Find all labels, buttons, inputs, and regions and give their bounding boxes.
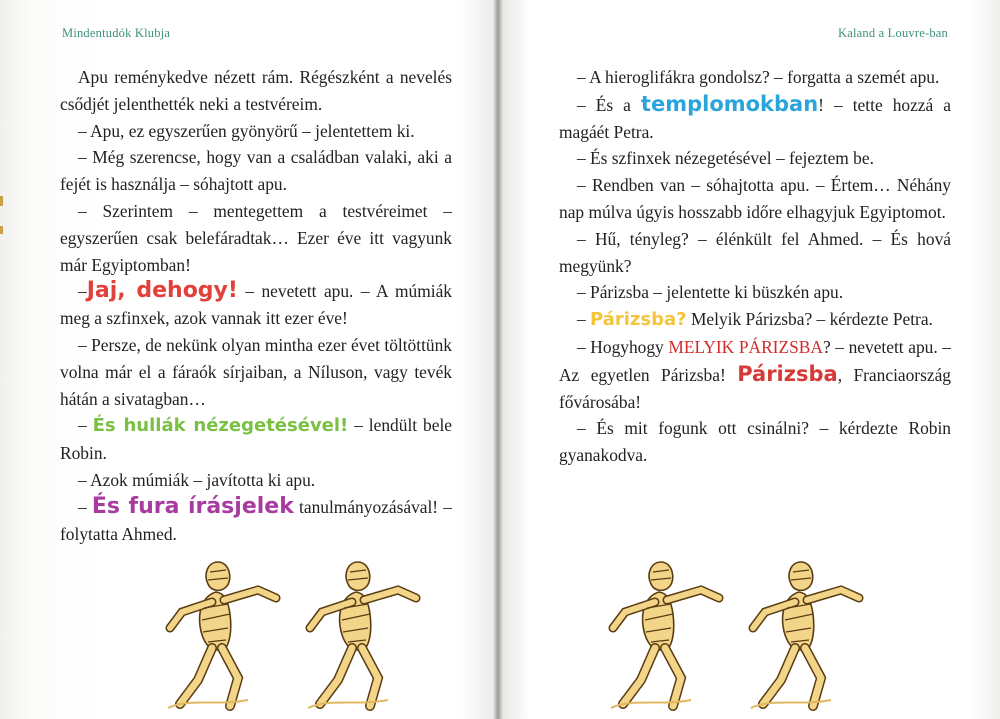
paragraph: – És mit fogunk ott csinálni? – kérdezte Robin gyanakodva. [559, 418, 951, 466]
paragraph: – Még szerencse, hogy van a családban valaki, aki a fejét is használja – sóhajtott apu. [60, 147, 452, 195]
paragraph: Apu reménykedve nézett rám. Régészként a nevelés csődjét jelenthették neki a testvéreim. [60, 67, 452, 114]
highlight-jaj-dehogy: Jaj, dehogy! [86, 278, 238, 304]
paragraph: – Rendben van – sóhajtotta apu. – Értem… Néhány nap múlva úgyis hosszabb időre elhagyjuk Egyiptomot. [559, 175, 951, 222]
paragraph: – A hieroglifákra gondolsz? – forgatta a szemét apu. [577, 67, 940, 87]
paragraph: – És a templomokban! – tette hozzá a magáét Petra. [559, 91, 951, 142]
right-page-text [559, 64, 951, 469]
running-head-right: Kaland a Louvre-ban [837, 26, 948, 40]
left-page-text [60, 64, 452, 547]
mummy-illustration [308, 562, 416, 708]
paragraph: – Hű, tényleg? – élénkült fel Ahmed. – És hová megyünk? [559, 228, 951, 276]
highlight-parizsba: Párizsba [737, 361, 838, 386]
running-head-left: Mindentudók Klubja [62, 26, 171, 40]
highlight-parizsba-question: Párizsba? [590, 309, 687, 331]
paragraph: – Hogyhogy MELYIK PÁRIZSBA? – nevetett apu. – Az egyetlen Párizsba! Párizsba, Franciaország fővárosába! [559, 336, 952, 412]
paragraph: – És szfinxek nézegetésével – fejeztem be. [577, 148, 874, 169]
paragraph: – Párizsba – jelentette ki büszkén apu. [577, 282, 844, 303]
mummy-illustration [168, 562, 276, 708]
paragraph: – Azok múmiák – javította ki apu. [78, 469, 316, 490]
right-page [504, 0, 1000, 719]
mummy-illustration [751, 562, 859, 708]
paragraph: – Persze, de nekünk olyan mintha ezer évet töltöttünk volna már el a fáraók sírjaiban, a Níluson, vagy tevék hátán a sivatagban… [60, 334, 452, 409]
left-page [0, 0, 496, 719]
mummies-illustration-right [601, 548, 901, 713]
highlight-es-hullak: És hullák nézegetésével! [92, 415, 349, 437]
highlight-es-fura-irasjelek: És fura írásjelek [91, 493, 294, 519]
paragraph: – És hullák nézegetésével! – lendült bele Robin. [60, 415, 452, 464]
highlight-melyik-parizsba: MELYIK PÁRIZSBA [668, 336, 823, 357]
mummies-illustration-left [158, 548, 458, 713]
paragraph: – Apu, ez egyszerűen gyönyörű – jelentettem ki. [78, 120, 415, 141]
highlight-templomokban: templomokban [640, 91, 819, 116]
mummy-illustration [611, 562, 719, 708]
paragraph: – És fura írásjelek tanulmányozásával! – folytatta Ahmed. [60, 493, 452, 544]
paragraph: –Jaj, dehogy! – nevetett apu. – A múmiák meg a szfinxek, azok vannak itt ezer éve! [60, 278, 452, 329]
paragraph: – Párizsba? Melyik Párizsba? – kérdezte Petra. [577, 309, 933, 331]
paragraph: – Szerintem – mentegettem a testvéreimet – egyszerűen csak belefáradtak… Ezer éve itt vagyunk már Egyiptomban! [60, 200, 452, 275]
